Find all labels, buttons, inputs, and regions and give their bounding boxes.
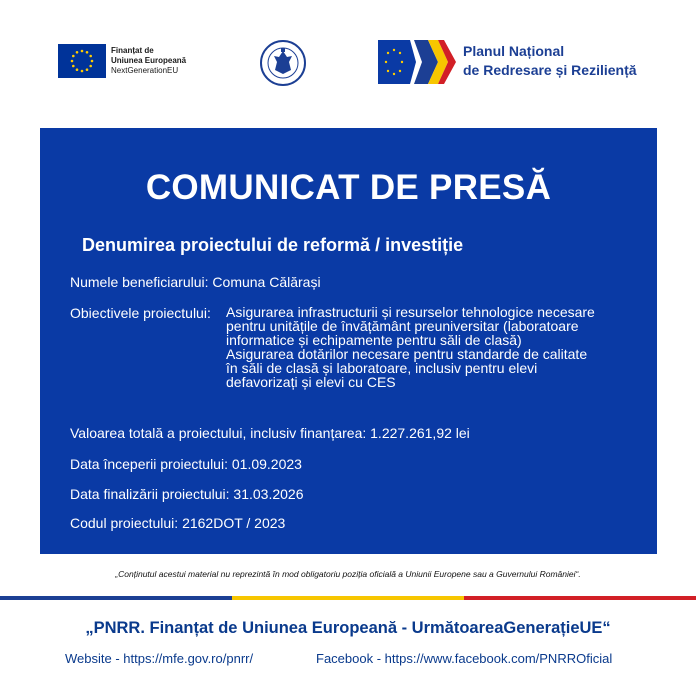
end-date-label: Data finalizării proiectului: [70, 486, 230, 502]
press-release-panel [40, 128, 657, 554]
stripe-blue [0, 596, 232, 600]
objectives-line: pentru unitățile de învățământ preuniversitar (laboratoare [226, 318, 579, 334]
objectives-line: Asigurarea infrastructurii și resurselor tehnologice necesare [226, 304, 595, 320]
objectives-line: Asigurarea dotărilor necesare pentru standarde de calitate [226, 346, 588, 362]
eu-line3: NextGenerationEU [111, 66, 179, 75]
total-value: 1.227.261,92 lei [370, 425, 470, 441]
stripe-yellow [232, 596, 464, 600]
project-code-row [70, 515, 285, 531]
guvernul-romaniei-seal-icon [259, 39, 307, 87]
eu-line1: Finanțat de [111, 46, 154, 55]
start-date-row [70, 456, 302, 472]
pnrr-slogan: „PNRR. Finanțat de Uniunea Europeană - UrmătoareaGenerațieUE“ [85, 619, 611, 637]
eu-funding-label [111, 46, 186, 76]
objectives-line: în săli de clasă și laboratoare, inclusiv pentru elevi [226, 360, 538, 376]
website-link[interactable]: Website - https://mfe.gov.ro/pnrr/ [65, 651, 254, 666]
end-date-row [70, 486, 304, 502]
beneficiary-row [70, 274, 321, 290]
start-date-value: 01.09.2023 [231, 456, 302, 472]
stripe-red [464, 596, 696, 600]
project-code-label: Codul proiectului: [70, 515, 179, 531]
pnrr-title [463, 42, 637, 80]
beneficiary-label: Numele beneficiarului: [70, 274, 209, 290]
project-code-value: 2162DOT / 2023 [182, 515, 286, 531]
start-date-label: Data începerii proiectului: [70, 456, 228, 472]
eu-line2: Uniunea Europeană [111, 56, 187, 65]
objectives-text [226, 305, 646, 389]
beneficiary-value: Comuna Călărași [212, 274, 321, 290]
eu-flag-icon [58, 44, 106, 78]
pnrr-line2: de Redresare și Reziliență [463, 62, 637, 78]
total-value-row [70, 425, 470, 441]
objectives-line: defavorizați și elevi cu CES [226, 374, 396, 390]
total-value-label: Valoarea totală a proiectului, inclusiv finanțarea: [70, 425, 367, 441]
objectives-label: Obiectivele proiectului: [70, 305, 211, 321]
project-name-heading: Denumirea proiectului de reformă / investiție [82, 235, 464, 255]
objectives-line: informatice și echipamente pentru săli de clasă) [226, 332, 522, 348]
disclaimer-text: „Conținutul acestui material nu reprezintă în mod obligatoriu poziția oficială a Uniunii Europene sau a Guvernului României“. [115, 569, 581, 579]
pnrr-line1: Planul Național [463, 43, 565, 59]
press-release-title: COMUNICAT DE PRESĂ [145, 168, 552, 207]
facebook-link[interactable]: Facebook - https://www.facebook.com/PNRROficial [316, 651, 613, 666]
end-date-value: 31.03.2026 [233, 486, 304, 502]
pnrr-logo-icon [378, 40, 456, 84]
